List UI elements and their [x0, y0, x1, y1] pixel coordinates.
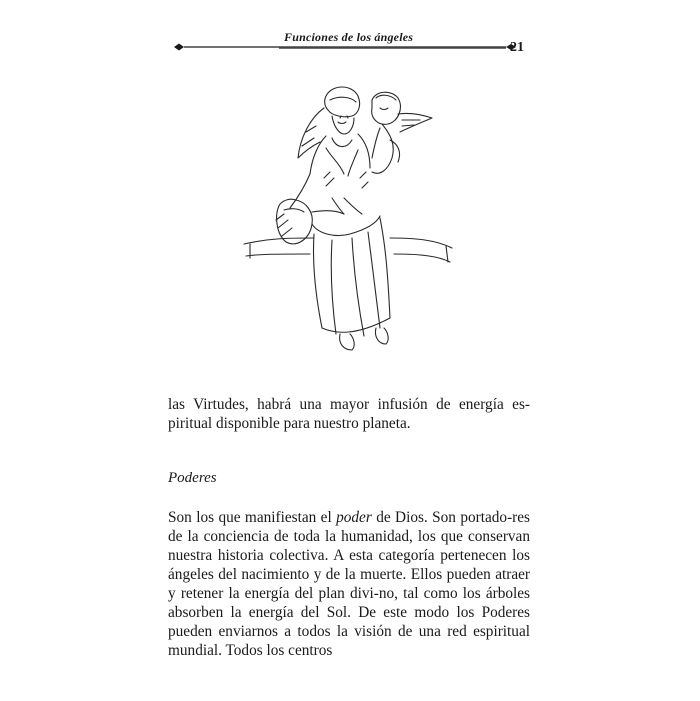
emphasis-word: poder	[336, 509, 372, 526]
paragraph-body: de Dios. Son portado-res de la conciencia de toda la humanidad, los que conservan nuestra historia colectiva. A esta categoría pertenecen los ángeles del nacimiento y de la muerte. Ellos pueden atraer y retener la energía del plan divi-no, tal como los árboles absorben la energía del Sol. De este modo los Poderes pueden enviarnos a todos la visión de una red espiritual mundial. Todos los centros	[168, 509, 531, 659]
powers-paragraph	[168, 508, 530, 660]
paragraph-text	[168, 508, 530, 660]
page-number: 21	[510, 40, 524, 55]
section-heading: Poderes	[168, 470, 217, 486]
page-header	[168, 30, 530, 66]
paragraph-intro: Son los que manifiestan el	[168, 509, 337, 526]
header-rule	[174, 43, 519, 67]
continuation-paragraph	[168, 395, 530, 433]
running-title: Funciones de los ángeles	[284, 30, 414, 44]
paragraph-text: las Virtudes, habrá una mayor infusión de energía es-piritual disponible para nuestro planeta.	[168, 396, 530, 432]
angel-and-woman-drawing-icon	[240, 78, 460, 368]
